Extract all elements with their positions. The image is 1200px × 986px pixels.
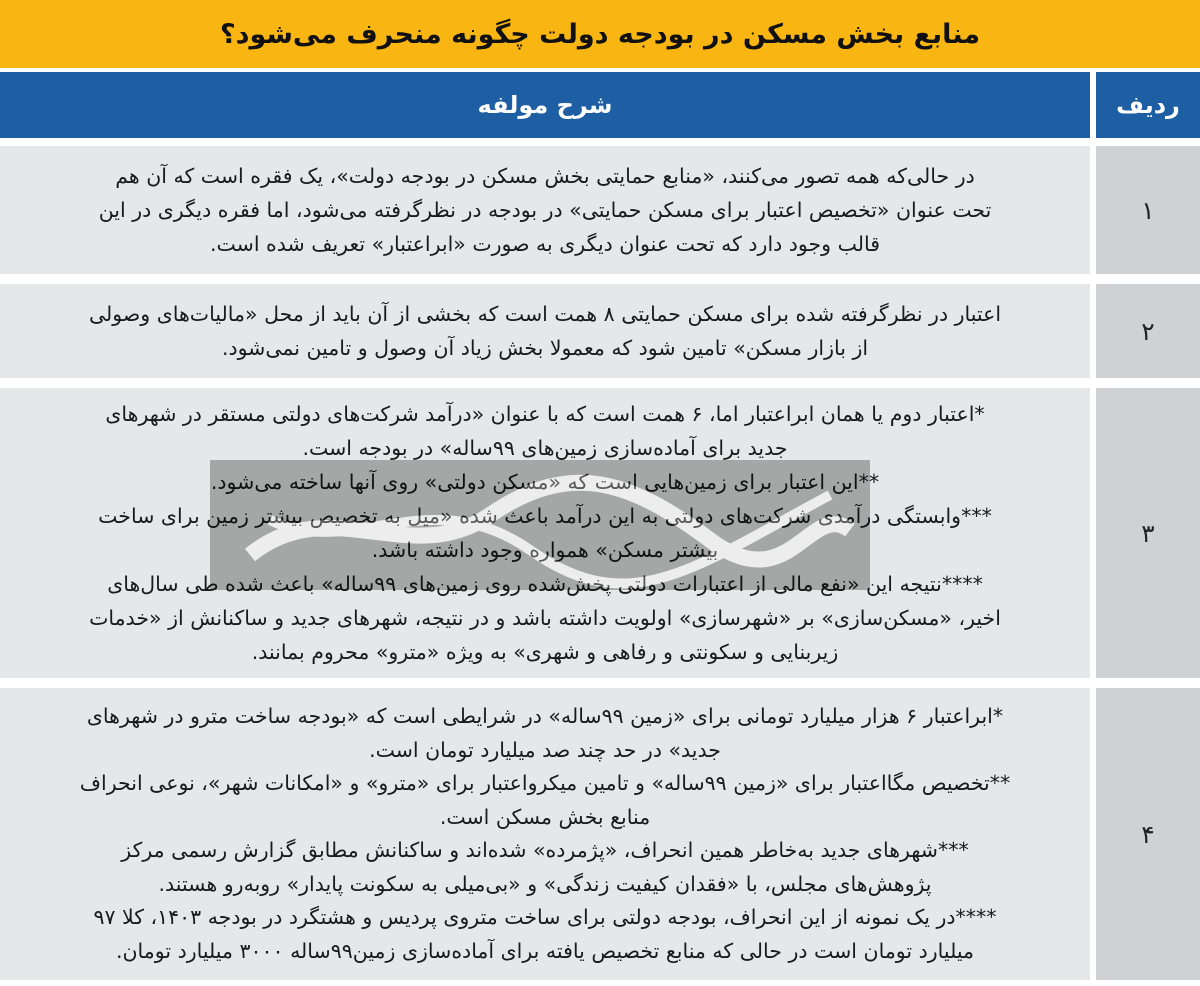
row-number-4: ۴	[1096, 688, 1200, 980]
row-4-line: ****در یک نمونه از این انحراف، بودجه دولتی برای ساخت متروی پردیس و هشتگرد در بودجه ۱۴۰۳، کلا ۹۷	[93, 905, 997, 929]
row-4-line: *ابراعتبار ۶ هزار میلیارد تومانی برای «زمین ۹۹ساله» در شرایطی است که «بودجه ساخت مترو در شهرهای	[86, 704, 1004, 728]
row-1-line: در حالی‌که همه تصور می‌کنند، «منابع حمایتی بخش مسکن در بودجه دولت»، یک فقره است که آن هم	[115, 164, 975, 188]
row-description-3	[0, 388, 1090, 678]
row-number-1: ۱	[1096, 146, 1200, 274]
row-1-line: تحت عنوان «تخصیص اعتبار برای مسکن حمایتی» در بودجه در نظرگرفته می‌شود، اما فقره دیگری در این	[98, 198, 992, 222]
row-3-line: *اعتبار دوم یا همان ابراعتبار اما، ۶ همت است که با عنوان «درآمد شرکت‌های دولتی مستقر در شهرهای	[105, 402, 985, 426]
row-4-line: میلیارد تومان است در حالی که منابع تخصیص یافته برای آماده‌سازی زمین۹۹ساله ۳۰۰۰ میلیارد تومان.	[115, 938, 975, 963]
row-1-line: قالب وجود دارد که تحت عنوان دیگری به صورت «ابراعتبار» تعریف شده است.	[210, 232, 881, 256]
row-3-line: اخیر، «مسکن‌سازی» بر «شهرسازی» اولویت داشته باشد و در نتیجه، شهرهای جدید و ساکنانش از «خدمات	[89, 606, 1001, 630]
row-4-line: پژوهش‌های مجلس، با «فقدان کیفیت زندگی» و «بی‌میلی به سکونت پایدار» روبه‌رو هستند.	[158, 871, 932, 896]
row-4-line: **تخصیص مگااعتبار برای «زمین ۹۹ساله» و تامین میکرواعتبار برای «مترو» و «امکانات شهر»، نوعی انحراف	[79, 771, 1011, 795]
row-description-1	[0, 146, 1090, 274]
row-4-line: جدید» در حد چند صد میلیارد تومان است.	[369, 737, 721, 762]
row-3-line: ***وابستگی درآمدی شرکت‌های دولتی به این درآمد باعث شده «میل به تخصیص بیشتر زمین برای ساخت	[98, 504, 992, 528]
row-3-line: جدید برای آماده‌سازی زمین‌های ۹۹ساله» در بودجه است.	[302, 436, 788, 460]
row-2-line: اعتبار در نظرگرفته شده برای مسکن حمایتی ۸ همت است که بخشی از آن باید از محل «مالیات‌های وصولی	[88, 302, 1002, 326]
row-2-line: از بازار مسکن» تامین شود که معمولا بخش زیاد آن وصول و تامین نمی‌شود.	[221, 336, 869, 360]
row-number-3: ۳	[1096, 388, 1200, 678]
row-4-line: ***شهرهای جدید به‌خاطر همین انحراف، «پژمرده» شده‌اند و ساکنانش مطابق گزارش رسمی مرکز	[121, 838, 969, 862]
row-description-2	[0, 284, 1090, 378]
row-3-line: زیربنایی و سکونتی و رفاهی و شهری» به ویژه «مترو» محروم بمانند.	[251, 640, 839, 664]
row-3-line: بیشتر مسکن» همواره وجود داشته باشد.	[371, 538, 719, 562]
row-4-line: منابع بخش مسکن است.	[439, 804, 651, 829]
row-description-4	[0, 688, 1090, 980]
row-3-line: ****نتیجه این «نفع مالی از اعتبارات دولتی پخش‌شده روی زمین‌های ۹۹ساله» باعث شده طی سال‌های	[107, 572, 983, 596]
row-number-2: ۲	[1096, 284, 1200, 378]
header-description-column: شرح مولفه	[0, 72, 1090, 138]
row-3-line: **این اعتبار برای زمین‌هایی است که «مسکن دولتی» روی آنها ساخته می‌شود.	[210, 470, 880, 494]
header-row-column: ردیف	[1096, 72, 1200, 138]
page-title: منابع بخش مسکن در بودجه دولت چگونه منحرف می‌شود؟	[0, 0, 1200, 68]
